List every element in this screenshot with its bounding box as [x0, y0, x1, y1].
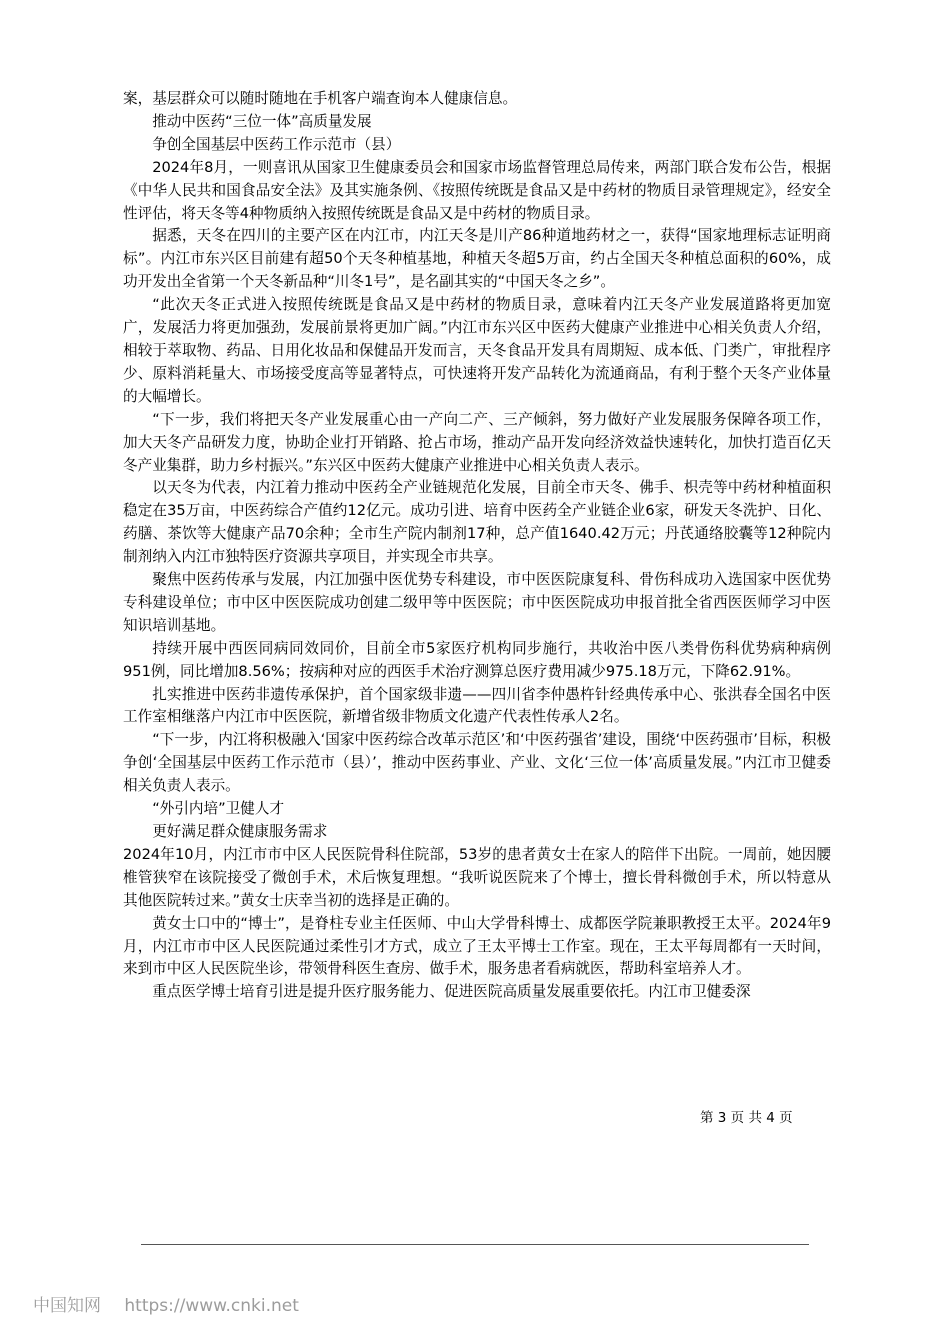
watermark-name: 中国知网 [33, 1296, 101, 1316]
section-subheading: 争创全国基层中医药工作示范市（县） [152, 135, 401, 153]
paragraph: 以天冬为代表，内江着力推动中医药全产业链规范化发展，目前全市天冬、佛手、枳壳等中药材种植面积稳定在35万亩，中医药综合产值约12亿元。成功引进、培育中医药全产业链企业6家，研发天冬洗护、日化、药膳、茶饮等大健康产品70余种；全市生产院内制剂17种，总产值1640.42万元；丹芪通络胶囊等12种院内制剂纳入内江市独特医疗资源共享项目，并实现全市共享。 [123, 479, 831, 566]
watermark-url: https://www.cnki.net [124, 1296, 299, 1316]
paragraph: 黄女士口中的“博士”，是脊柱专业主任医师、中山大学骨科博士、成都医学院兼职教授王太平。2024年9月，内江市市中区人民医院通过柔性引才方式，成立了王太平博士工作室。现在，王太平每周都有一天时间，来到市中区人民医院坐诊，带领骨科医生查房、做手术，服务患者看病就医，帮助科室培养人才。 [123, 914, 831, 978]
paragraph: “下一步，我们将把天冬产业发展重心由一产向二产、三产倾斜，努力做好产业发展服务保障各项工作，加大天冬产品研发力度，协助企业打开销路、抢占市场，推动产品开发向经济效益快速转化，加快打造百亿天冬产业集群，助力乡村振兴。”东兴区中医药大健康产业推进中心相关负责人表示。 [123, 410, 831, 474]
section-heading: 推动中医药“三位一体”高质量发展 [152, 112, 372, 130]
paragraph: 持续开展中西医同病同效同价，目前全市5家医疗机构同步施行，共收治中医八类骨伤科优势病种病例951例，同比增加8.56%；按病种对应的西医手术治疗测算总医疗费用减少975.18万元，下降62.91%。 [123, 639, 831, 680]
footer-divider [141, 1244, 809, 1245]
paragraph: 重点医学博士培育引进是提升医疗服务能力、促进医院高质量发展重要依托。内江市卫健委深 [152, 983, 751, 1001]
paragraph: “下一步，内江将积极融入‘国家中医药综合改革示范区’和‘中医药强省’建设，围绕‘中医药强市’目标，积极争创‘全国基层中医药工作示范市（县）’，推动中医药事业、产业、文化‘三位一体’高质量发展。”内江市卫健委相关负责人表示。 [123, 731, 831, 795]
paragraph: “此次天冬正式进入按照传统既是食品又是中药材的物质目录，意味着内江天冬产业发展道路将更加宽广，发展活力将更加强劲，发展前景将更加广阔。”内江市东兴区中医药大健康产业推进中心相关负责人介绍，相较于萃取物、药品、日用化妆品和保健品开发而言，天冬食品开发具有周期短、成本低、门类广，审批程序少、原料消耗量大、市场接受度高等显著特点，可快速将开发产品转化为流通商品，有利于整个天冬产业体量的大幅增长。 [123, 296, 831, 405]
page-number: 第 3 页 共 4 页 [700, 1110, 793, 1126]
paragraph: 2024年10月，内江市市中区人民医院骨科住院部，53岁的患者黄女士在家人的陪伴下出院。一周前，她因腰椎管狭窄在该院接受了微创手术，术后恢复理想。“我听说医院来了个博士，擅长骨科微创手术，所以特意从其他医院转过来。”黄女士庆幸当初的选择是正确的。 [123, 845, 831, 909]
paragraph: 聚焦中医药传承与发展，内江加强中医优势专科建设，市中医医院康复科、骨伤科成功入选国家中医优势专科建设单位；市中区中医医院成功创建二级甲等中医医院；市中医医院成功申报首批全省西医医师学习中医知识培训基地。 [123, 571, 831, 634]
paragraph: 扎实推进中医药非遗传承保护，首个国家级非遗——四川省李仲愚杵针经典传承中心、张洪春全国名中医工作室相继落户内江市中医医院，新增省级非物质文化遗产代表性传承人2名。 [123, 685, 831, 726]
article-body [123, 88, 831, 1004]
section-heading: “外引内培”卫健人才 [152, 800, 285, 818]
paragraph: 2024年8月，一则喜讯从国家卫生健康委员会和国家市场监督管理总局传来，两部门联合发布公告，根据《中华人民共和国食品安全法》及其实施条例、《按照传统既是食品又是中药材的物质目录管理规定》，经安全性评估，将天冬等4种物质纳入按照传统既是食品又是中药材的物质目录。 [123, 158, 831, 222]
section-subheading: 更好满足群众健康服务需求 [152, 823, 328, 840]
cnki-watermark [33, 1294, 299, 1318]
paragraph: 据悉，天冬在四川的主要产区在内江市，内江天冬是川产86种道地药材之一，获得“国家地理标志证明商标”。内江市东兴区目前建有超50个天冬种植基地，种植天冬超5万亩，约占全国天冬种植总面积的60%，成功开发出全省第一个天冬新品种“川冬1号”，是名副其实的“中国天冬之乡”。 [123, 227, 831, 291]
paragraph: 案，基层群众可以随时随地在手机客户端查询本人健康信息。 [123, 90, 518, 107]
